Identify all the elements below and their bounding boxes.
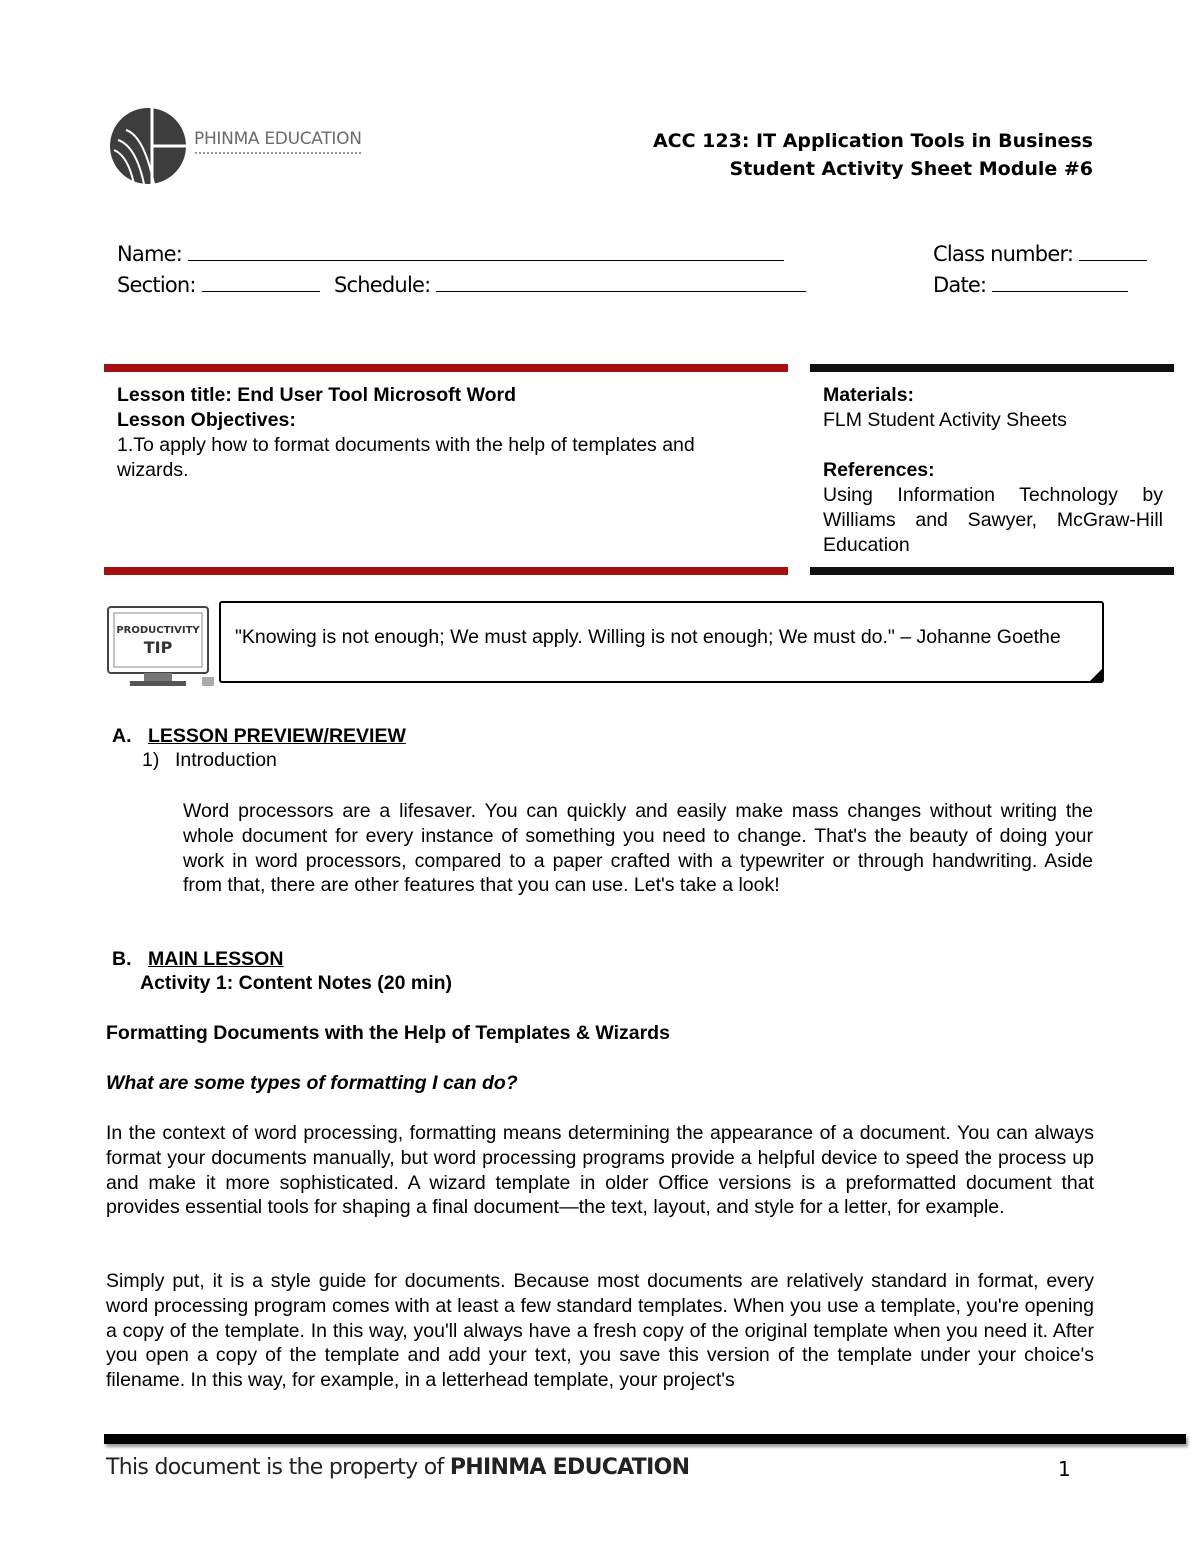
footer-prefix: This document is the property of <box>106 1455 450 1480</box>
tip-quote: "Knowing is not enough; We must apply. Willing is not enough; We must do." – Johanne Goethe <box>235 626 1061 648</box>
section-a-letter: A. <box>112 725 132 747</box>
activity-heading: Activity 1: Content Notes (20 min) <box>140 972 453 994</box>
intro-paragraph: Word processors are a lifesaver. You can quickly and easily make mass changes without writing the whole document for every instance of something you need to change. That's the beauty of doing your work in word processors, compared to a paper crafted with a typewriter or through handwriting. Aside from that, there are other features that you can use. Let's take a look! <box>183 800 1093 897</box>
lesson-info <box>117 383 695 483</box>
lesson-objective-1-cont: wizards. <box>117 459 189 481</box>
date-label: Date: <box>933 273 987 297</box>
section-b-heading: MAIN LESSON <box>148 948 284 970</box>
schedule-input-line[interactable] <box>436 273 806 292</box>
topic-title: Formatting Documents with the Help of Templates & Wizards <box>106 1022 670 1044</box>
footer-rule <box>104 1434 1186 1444</box>
logo-tagline <box>195 152 361 158</box>
materials-value: FLM Student Activity Sheets <box>823 409 1067 431</box>
references-heading: References: <box>823 459 935 481</box>
tip-icon-label-2: TIP <box>143 638 173 657</box>
footer-text <box>106 1455 689 1480</box>
intro-number: 1) <box>142 749 160 771</box>
page-curl-icon <box>1088 667 1104 683</box>
name-input-line[interactable] <box>188 242 784 261</box>
course-title: ACC 123: IT Application Tools in Business <box>652 130 1093 152</box>
lesson-objectives-heading: Lesson Objectives: <box>117 409 296 431</box>
templates-paragraph: Simply put, it is a style guide for documents. Because most documents are relatively standard in format, every word processing program comes with at least a few standard templates. When you use a template, you're opening a copy of the template. In this way, you'll always have a fresh copy of the original template when you need it. After you open a copy of the template and add your text, you save this version of the template under your choice's filename. In this way, for example, in a letterhead template, your project's <box>106 1270 1094 1392</box>
module-title: Student Activity Sheet Module #6 <box>729 158 1093 180</box>
lesson-objective-1: 1.To apply how to format documents with the help of templates and <box>117 434 695 456</box>
references-line-3: Education <box>823 534 910 556</box>
references-line-1: Using Information Technology by <box>823 484 1163 506</box>
date-field <box>933 273 1128 297</box>
formatting-paragraph: In the context of word processing, formatting means determining the appearance of a document. You can always format your documents manually, but word processing programs provide a helpful device to speed the process up and make it more sophisticated. A wizard template in older Office versions is a preformatted document that provides essential tools for shaping a final document—the text, layout, and style for a letter, for example. <box>106 1122 1094 1219</box>
class-number-input-line[interactable] <box>1079 242 1147 261</box>
lesson-title: Lesson title: End User Tool Microsoft Word <box>117 384 517 406</box>
name-label: Name: <box>117 242 183 266</box>
class-number-label: Class number: <box>933 242 1074 266</box>
materials-rule-bottom <box>810 567 1174 575</box>
logo-text: PHINMA EDUCATION <box>194 129 362 149</box>
section-input-line[interactable] <box>202 273 320 292</box>
topic-question: What are some types of formatting I can do? <box>106 1072 518 1094</box>
references-line-2: Williams and Sawyer, McGraw-Hill <box>823 509 1163 531</box>
section-field <box>117 273 320 297</box>
productivity-tip-monitor-icon <box>106 605 218 689</box>
course-header <box>653 127 1093 183</box>
lesson-rule-top <box>104 364 788 372</box>
page-number: 1 <box>1058 1457 1071 1481</box>
tip-icon-label-1: PRODUCTIVITY <box>116 625 200 636</box>
materials-heading: Materials: <box>823 384 915 406</box>
date-input-line[interactable] <box>992 273 1128 292</box>
section-a-heading: LESSON PREVIEW/REVIEW <box>148 725 406 747</box>
schedule-label: Schedule: <box>334 273 431 297</box>
section-label: Section: <box>117 273 196 297</box>
intro-heading: Introduction <box>175 749 277 771</box>
section-b-letter: B. <box>112 948 132 970</box>
lesson-rule-bottom <box>104 567 788 575</box>
schedule-field <box>334 273 806 297</box>
footer-company: PHINMA EDUCATION <box>449 1455 690 1480</box>
name-field <box>117 242 784 266</box>
materials-rule-top <box>810 364 1174 372</box>
materials-info <box>823 383 1163 558</box>
class-number-field <box>933 242 1147 266</box>
